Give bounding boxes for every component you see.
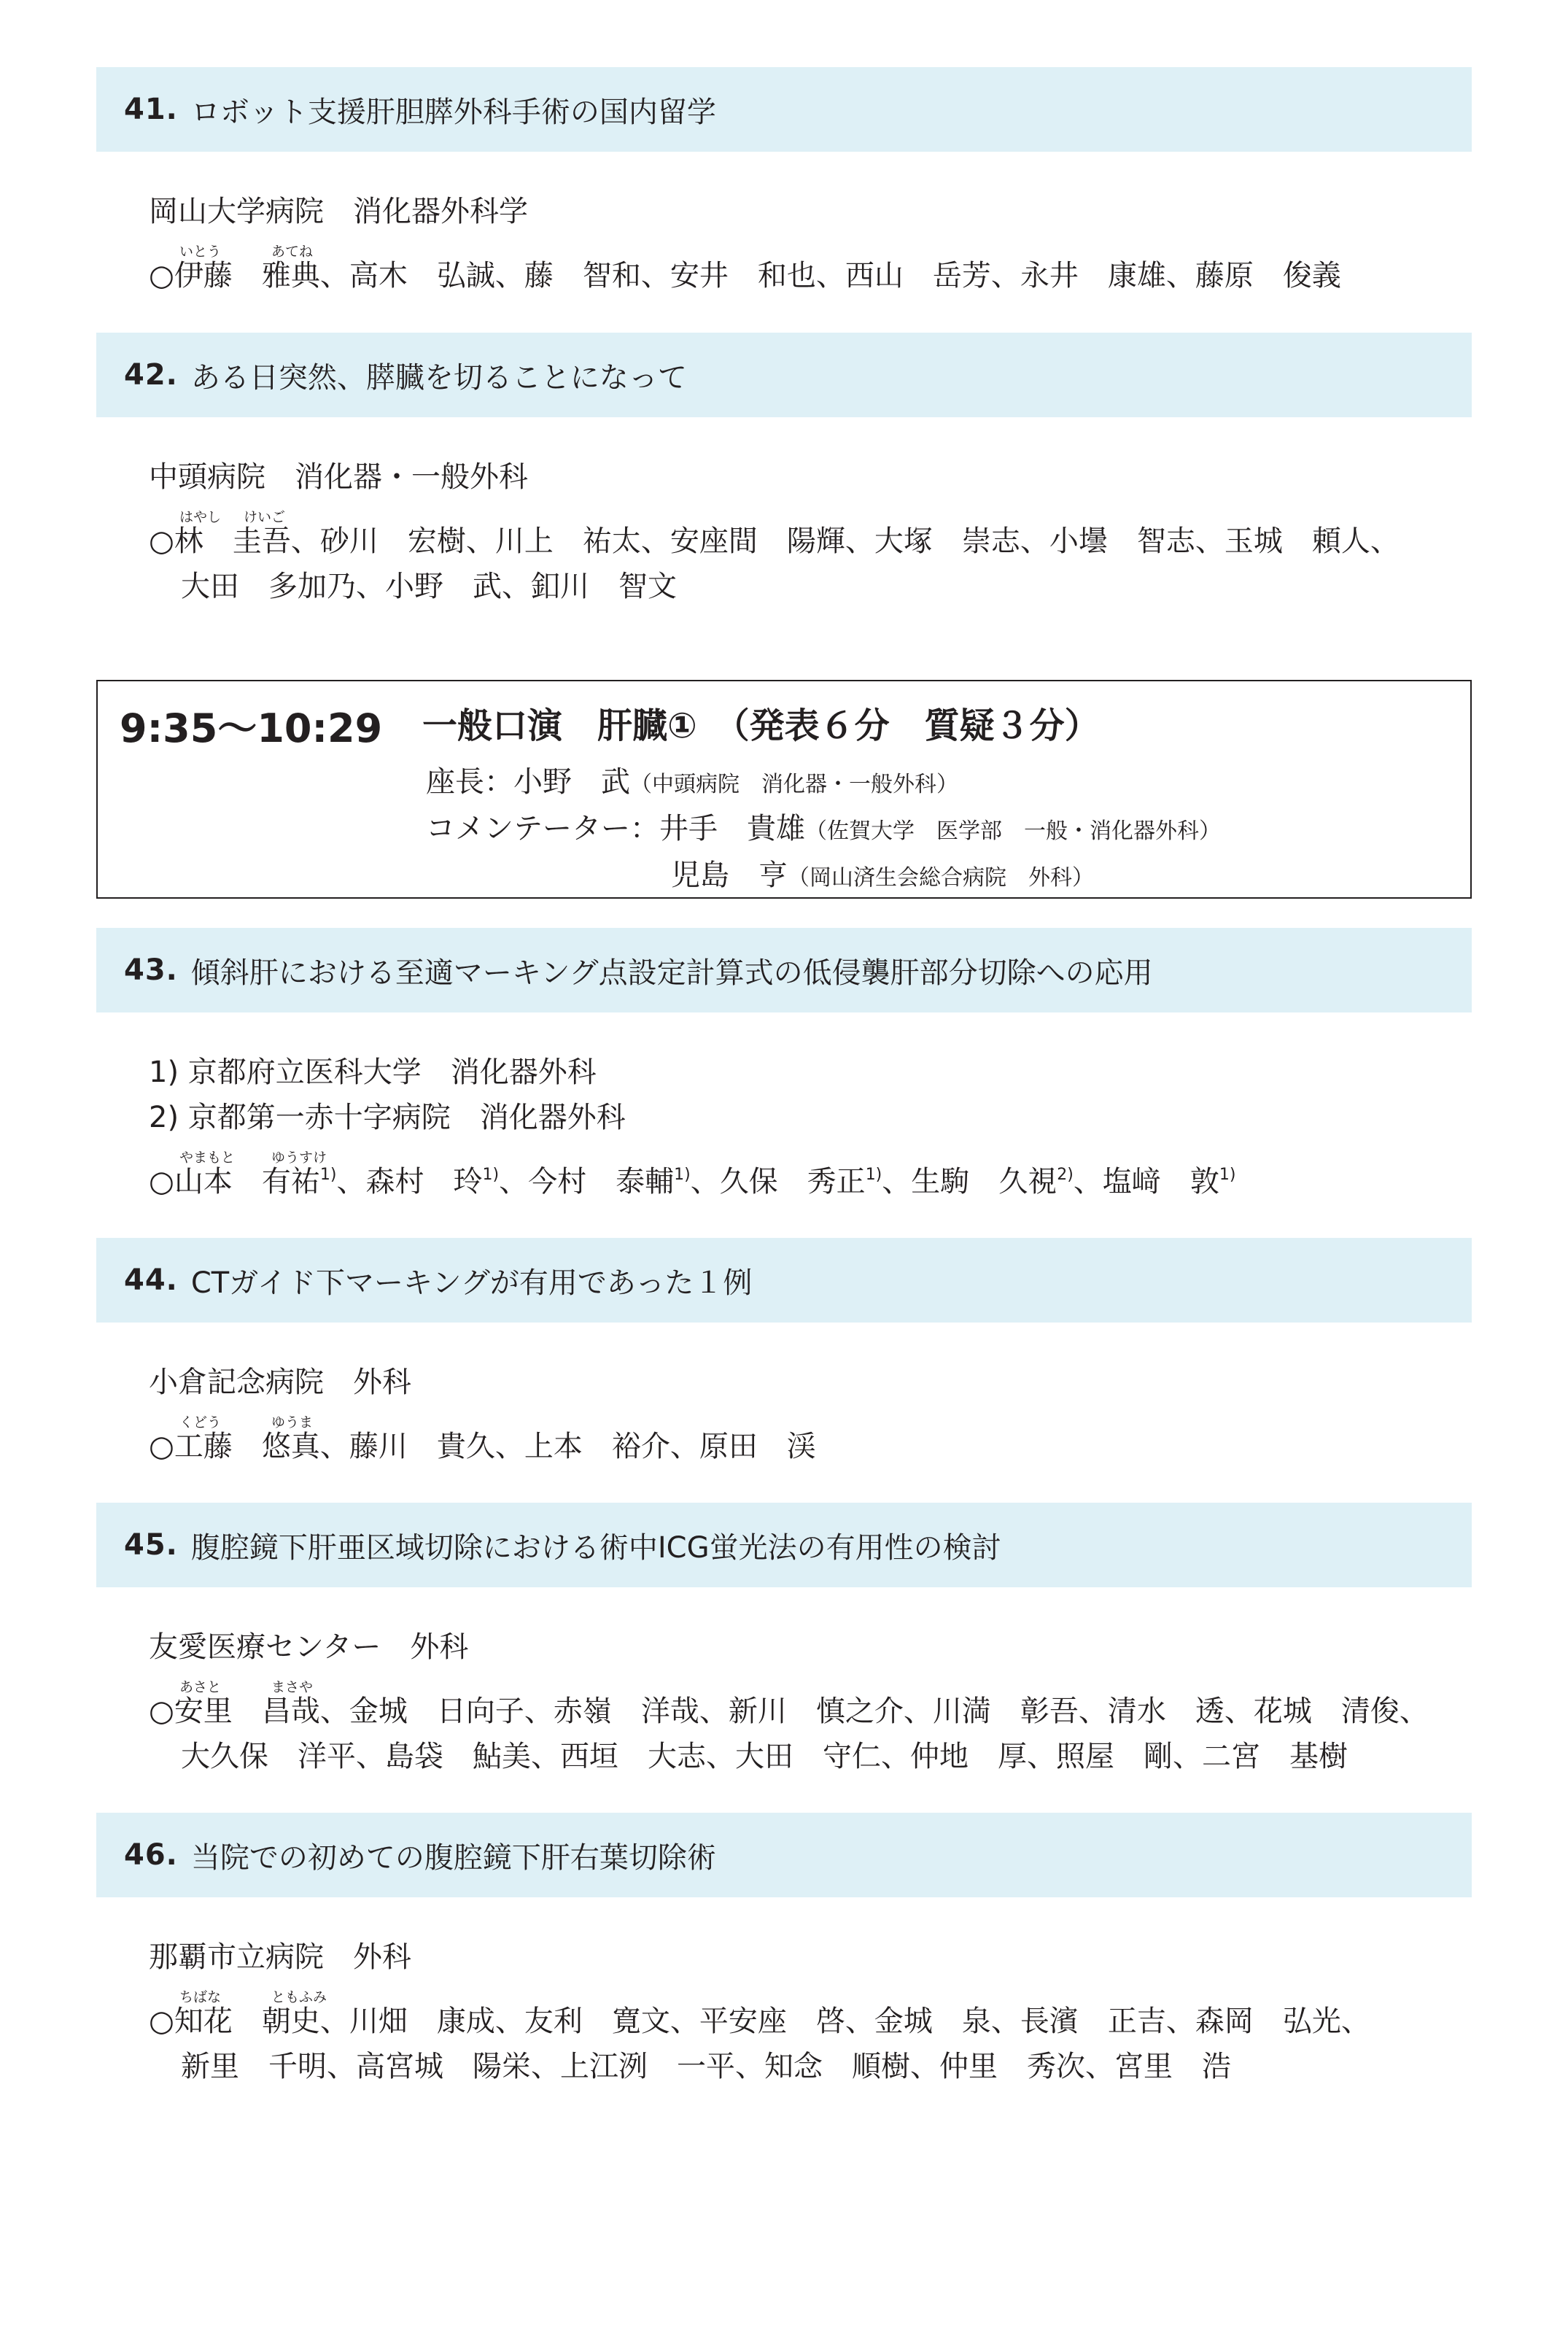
furigana-given: けいご [244, 509, 286, 525]
entry-title: 当院での初めての腹腔鏡下肝右葉切除術 [190, 1840, 716, 1875]
furigana-surname: いとう [179, 244, 222, 260]
affiliation: 小倉記念病院 外科 [149, 1366, 411, 1399]
authors-line: 新里 千明、高宮城 陽栄、上江洌 一平、知念 順樹、仲里 秀次、宮里 浩 [181, 2050, 1231, 2083]
affiliation-marker: 1) [319, 1166, 337, 1184]
affiliation-1: 1) 京都府立医科大学 消化器外科 [149, 1056, 597, 1089]
furigana-given: あてね [271, 244, 314, 260]
affiliation-marker: 1) [482, 1166, 500, 1184]
entry-46-header [96, 1813, 1472, 1897]
affiliation-marker: 2) [1057, 1166, 1074, 1184]
chair-name: 座長：小野 武 [426, 765, 630, 799]
furigana-surname: あさと [179, 1679, 222, 1695]
author: 、生駒 久視 [882, 1165, 1057, 1199]
furigana-given: ゆうま [271, 1414, 314, 1430]
entry-number: 43. [124, 953, 178, 987]
entry-title: ある日突然、膵臓を切ることになって [190, 360, 687, 395]
affiliation: 那覇市立病院 外科 [149, 1940, 411, 1974]
entry-number: 44. [124, 1263, 178, 1297]
authors-line: ○安里 昌哉、金城 日向子、赤嶺 洋哉、新川 慎之介、川満 彰吾、清水 透、花城 清俊、 [149, 1695, 1429, 1728]
entry-45-header [96, 1503, 1472, 1587]
entry-title: 傾斜肝における至適マーキング点設定計算式の低侵襲肝部分切除への応用 [190, 956, 1153, 990]
furigana-surname: ちばな [179, 1989, 222, 2005]
entry-number: 45. [124, 1528, 178, 1562]
entry-title: ロボット支援肝胆膵外科手術の国内留学 [190, 95, 716, 129]
authors-line: ○林 圭吾、砂川 宏樹、川上 祐太、安座間 陽輝、大塚 崇志、小壜 智志、玉城 頼人、 [149, 524, 1400, 558]
furigana-surname: はやし [179, 509, 222, 525]
authors-line [149, 1165, 1236, 1199]
entry-title: 腹腔鏡下肝亜区域切除における術中ICG蛍光法の有用性の検討 [190, 1530, 1001, 1565]
entry-number: 41. [124, 93, 178, 126]
entry-44-header [96, 1238, 1472, 1323]
entry-title: CTガイド下マーキングが有用であった１例 [190, 1266, 753, 1300]
authors-line: 大田 多加乃、小野 武、釦川 智文 [181, 570, 677, 603]
commentator-affiliation: （佐賀大学 医学部 一般・消化器外科） [805, 818, 1221, 844]
session-chair [426, 759, 958, 800]
entry-number: 46. [124, 1838, 178, 1872]
authors-line: ○工藤 悠真、藤川 貴久、上本 裕介、原田 渓 [149, 1430, 816, 1463]
affiliation: 中頭病院 消化器・一般外科 [149, 460, 528, 494]
furigana-given: ゆうすけ [271, 1150, 327, 1166]
furigana-given: まさや [271, 1679, 314, 1695]
authors-line: ○伊藤 雅典、高木 弘誠、藤 智和、安井 和也、西山 岳芳、永井 康雄、藤原 俊義 [149, 259, 1341, 293]
commentator-name: 児島 亨 [671, 859, 788, 892]
session-title: 一般口演 肝臓① （発表６分 質疑３分） [422, 705, 1100, 746]
entry-number: 42. [124, 358, 178, 392]
affiliation-marker: 1) [865, 1166, 882, 1184]
author: 、久保 秀正 [690, 1165, 866, 1199]
authors-line: 大久保 洋平、島袋 鮎美、西垣 大志、大田 守仁、仲地 厚、照屋 剛、二宮 基樹 [181, 1740, 1348, 1773]
affiliation-marker: 1) [674, 1166, 691, 1184]
furigana-surname: やまもと [179, 1150, 236, 1166]
affiliation-2: 2) 京都第一赤十字病院 消化器外科 [149, 1101, 626, 1134]
furigana-surname: くどう [179, 1414, 222, 1430]
authors-line: ○知花 朝史、川畑 康成、友利 寛文、平安座 啓、金城 泉、長濱 正吉、森岡 弘光、 [149, 2005, 1370, 2038]
author: 、今村 泰輔 [499, 1165, 675, 1199]
session-commentator-2 [671, 852, 1094, 894]
commentator-name: コメンテーター：井手 貴雄 [426, 812, 805, 845]
furigana-given: ともふみ [271, 1989, 327, 2005]
author: ○山本 有祐 [149, 1165, 320, 1199]
affiliation-marker: 1) [1219, 1166, 1236, 1184]
session-time: 9:35〜10:29 [120, 705, 383, 751]
entry-42-header [96, 333, 1472, 417]
commentator-affiliation: （岡山済生会総合病院 外科） [788, 865, 1094, 891]
session-box [96, 680, 1472, 899]
entry-41-header [96, 67, 1472, 152]
affiliation: 岡山大学病院 消化器外科学 [149, 195, 528, 228]
entry-43-header [96, 928, 1472, 1012]
affiliation: 友愛医療センター 外科 [149, 1630, 469, 1664]
chair-affiliation: （中頭病院 消化器・一般外科） [630, 772, 958, 797]
author: 、森村 玲 [336, 1165, 483, 1199]
session-commentator-1 [426, 805, 1221, 847]
author: 、塩﨑 敦 [1073, 1165, 1219, 1199]
